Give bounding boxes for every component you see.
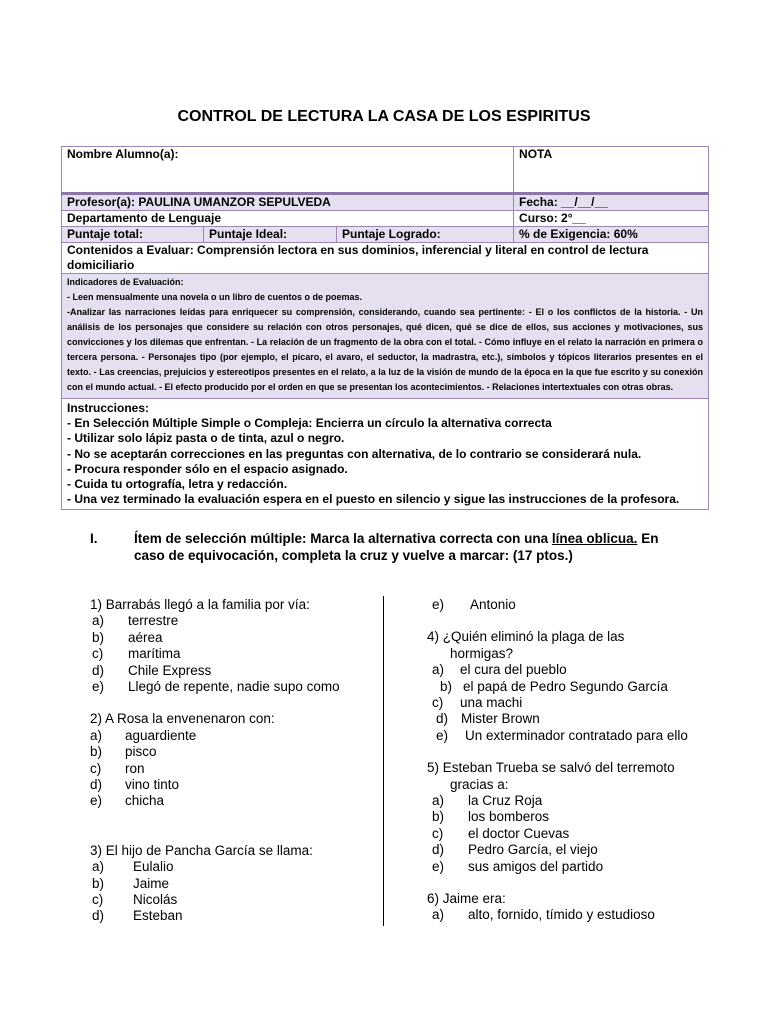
option-a[interactable]: a) el cura del pueblo: [432, 662, 567, 678]
option-e[interactable]: e) Un exterminador contratado para ello: [436, 727, 688, 743]
option-b[interactable]: b) Jaime: [92, 875, 170, 891]
option-a[interactable]: a) terrestre: [92, 613, 179, 629]
option-a[interactable]: a) aguardiente: [90, 727, 197, 743]
requirement-cell: % de Exigencia: 60%: [514, 227, 709, 243]
indicator-item: -Analizar las narraciones leídas para enriquecer su comprensión, considerando, cuando sea pertinente: - El o los conflictos de la historia. - Un análisis de los personajes que considere su relación con otros personajes, qué dicen, qué se dice de ellos, sus acciones y motivaciones, sus convicciones y los dilemas que enfrentan. - La relación de un fragmento de la obra con el total. - Cómo influye en el relato la narración en primera o tercera persona. - Personajes tipo (por ejemplo, el pícaro, el avaro, el seductor, la madrastra, etc.), símbolos y tópicos literarios presentes en el texto. - Las creencias, prejuicios y estereotipos presentes en el relato, a la luz de la visión de mundo de la época en la que fue escrito y su conexión con el mundo actual. - El efecto producido por el orden en que se presentan los acontecimientos. - Relaciones intertextuales con otras obras.: [67, 307, 704, 392]
indicators-cell: [62, 274, 709, 399]
instruction-item: - Cuida tu ortografía, letra y redacción.: [67, 477, 288, 492]
question-1: [90, 597, 340, 695]
indicator-item: - Leen mensualmente una novela o un libro de cuentos o de poemas.: [67, 292, 363, 302]
instruction-item: - Una vez terminado la evaluación espera en el puesto en silencio y sigue las instrucciones de la profesora.: [67, 492, 680, 507]
instruction-item: - Procura responder sólo en el espacio asignado.: [67, 461, 348, 476]
question-stem: 1) Barrabás llegó a la familia por vía:: [90, 597, 310, 612]
option-c[interactable]: c) ron: [90, 760, 145, 776]
question-4: [427, 629, 688, 744]
instruction-item: - No se aceptarán correcciones en las preguntas con alternativa, de lo contrario se considerará nula.: [67, 446, 642, 461]
grade-cell[interactable]: [514, 147, 709, 194]
question-stem: 3) El hijo de Pancha García se llama:: [90, 842, 313, 858]
option-e[interactable]: e) chicha: [90, 793, 165, 809]
option-a[interactable]: a) Eulalio: [92, 859, 174, 875]
option-e[interactable]: e) Llegó de repente, nadie supo como: [92, 678, 340, 694]
department-cell: Departamento de Lenguaje: [62, 211, 514, 227]
questions-right-column: [427, 597, 688, 924]
question-stem: 5) Esteban Trueba se salvó del terremoto: [427, 760, 675, 776]
option-b[interactable]: b) pisco: [90, 744, 157, 760]
question-5: [427, 760, 675, 875]
option-d[interactable]: d) vino tinto: [90, 776, 180, 792]
total-score-cell[interactable]: Puntaje total:: [62, 227, 204, 243]
option-e[interactable]: e) sus amigos del partido: [432, 858, 604, 874]
option-d[interactable]: d) Esteban: [92, 908, 183, 924]
student-name-cell[interactable]: [62, 147, 514, 194]
option-d[interactable]: d) Pedro García, el viejo: [432, 842, 598, 858]
achieved-score-cell[interactable]: Puntaje Logrado:: [337, 227, 514, 243]
question-stem: 4) ¿Quién eliminó la plaga de las: [427, 629, 625, 645]
instruction-item: - En Selección Múltiple Simple o Compleja: Encierra un círculo la alternativa correcta: [67, 416, 552, 431]
section-instructions: Ítem de selección múltiple: Marca la alternativa correcta con una línea oblicua. En caso de equivocación, completa la cruz y vuelve a marcar: (17 ptos.): [134, 531, 659, 563]
ideal-score-cell[interactable]: Puntaje Ideal:: [204, 227, 337, 243]
contents-cell: Contenidos a Evaluar: Comprensión lectora en sus dominios, inferencial y literal en control de lectura domiciliario: [62, 243, 709, 274]
question-3: [90, 843, 313, 925]
document-title: CONTROL DE LECTURA LA CASA DE LOS ESPIRITUS: [177, 108, 591, 125]
question-3-option-e[interactable]: e) Antonio: [432, 597, 516, 612]
question-stem-continued: gracias a:: [450, 776, 509, 792]
option-b[interactable]: b) aérea: [92, 629, 163, 645]
questions-left-column: [90, 597, 340, 925]
question-stem-continued: hormigas?: [450, 645, 514, 661]
question-stem: 2) A Rosa la envenenaron con:: [90, 711, 275, 727]
teacher-cell: Profesor(a): PAULINA UMANZOR SEPULVEDA: [62, 194, 514, 211]
question-6: [427, 890, 675, 924]
question-stem: 6) Jaime era:: [427, 890, 506, 906]
option-b[interactable]: b) los bomberos: [432, 809, 550, 825]
option-c[interactable]: c) una machi: [432, 694, 523, 710]
option-a[interactable]: a) la Cruz Roja: [432, 792, 543, 808]
section-number: I.: [90, 531, 98, 546]
header-table: [61, 146, 709, 510]
column-divider: [383, 596, 384, 926]
underlined-phrase: línea oblicua.: [551, 531, 638, 546]
option-c[interactable]: c) marítima: [92, 646, 181, 662]
instructions-cell: [62, 399, 709, 510]
option-d[interactable]: d) Mister Brown: [436, 711, 540, 727]
student-name-label: Nombre Alumno(a):: [67, 147, 179, 161]
question-2: [90, 711, 313, 809]
course-cell[interactable]: Curso: 2°__: [514, 211, 709, 227]
indicators-heading: Indicadores de Evaluación:: [67, 277, 184, 287]
option-d[interactable]: d) Chile Express: [92, 662, 212, 678]
option-a[interactable]: a) alto, fornido, tímido y estudioso: [432, 907, 655, 923]
grade-label: NOTA: [519, 147, 553, 161]
instructions-heading: Instrucciones:: [67, 401, 150, 415]
option-b[interactable]: b) el papá de Pedro Segundo García: [440, 678, 668, 694]
instruction-item: - Utilizar solo lápiz pasta o de tinta, azul o negro.: [67, 431, 345, 446]
option-c[interactable]: c) el doctor Cuevas: [432, 825, 570, 841]
date-cell[interactable]: Fecha: __/__/__: [514, 194, 709, 211]
option-c[interactable]: c) Nicolás: [92, 891, 178, 907]
